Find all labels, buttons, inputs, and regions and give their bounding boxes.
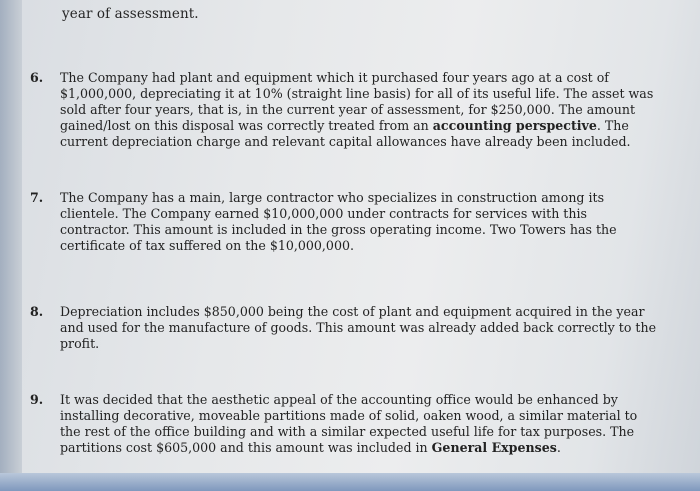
item-number: 7. bbox=[30, 190, 44, 205]
item-number: 9. bbox=[30, 392, 44, 407]
item-number: 6. bbox=[30, 70, 44, 85]
text-line: partitions cost $605,000 and this amount was included in General Expenses. bbox=[60, 440, 561, 455]
previous-item-tail: year of assessment. bbox=[62, 6, 199, 22]
text-line: $1,000,000, depreciating it at 10% (straight line basis) for all of its useful life. The asset was bbox=[60, 86, 654, 101]
text-line: contractor. This amount is included in the gross operating income. Two Towers has the bbox=[60, 222, 617, 237]
text-line: gained/lost on this disposal was correctly treated from an accounting perspective. The bbox=[60, 118, 629, 133]
text-line: current depreciation charge and relevant capital allowances have already been included. bbox=[60, 134, 631, 149]
item-text bbox=[60, 70, 670, 150]
text-line: and used for the manufacture of goods. This amount was already added back correctly to the bbox=[60, 320, 657, 335]
item-text bbox=[60, 190, 670, 254]
text-line: The Company has a main, large contractor who specializes in construction among its bbox=[60, 190, 605, 205]
text-line: It was decided that the aesthetic appeal of the accounting office would be enhanced by bbox=[60, 392, 618, 407]
text-line: clientele. The Company earned $10,000,000 under contracts for services with this bbox=[60, 206, 587, 221]
text-line: the rest of the office building and with a similar expected useful life for tax purposes. The bbox=[60, 424, 635, 439]
item-number: 8. bbox=[30, 304, 44, 319]
item-text bbox=[60, 304, 670, 352]
text-line: The Company had plant and equipment which it purchased four years ago at a cost of bbox=[60, 70, 609, 85]
text-line: installing decorative, moveable partitions made of solid, oaken wood, a similar material to bbox=[60, 408, 638, 423]
text-line: certificate of tax suffered on the $10,000,000. bbox=[60, 238, 354, 253]
item-text bbox=[60, 392, 670, 456]
text-line: profit. bbox=[60, 336, 100, 351]
text-line: Depreciation includes $850,000 being the cost of plant and equipment acquired in the year bbox=[60, 304, 645, 319]
text-line: sold after four years, that is, in the current year of assessment, for $250,000. The amount bbox=[60, 102, 636, 117]
